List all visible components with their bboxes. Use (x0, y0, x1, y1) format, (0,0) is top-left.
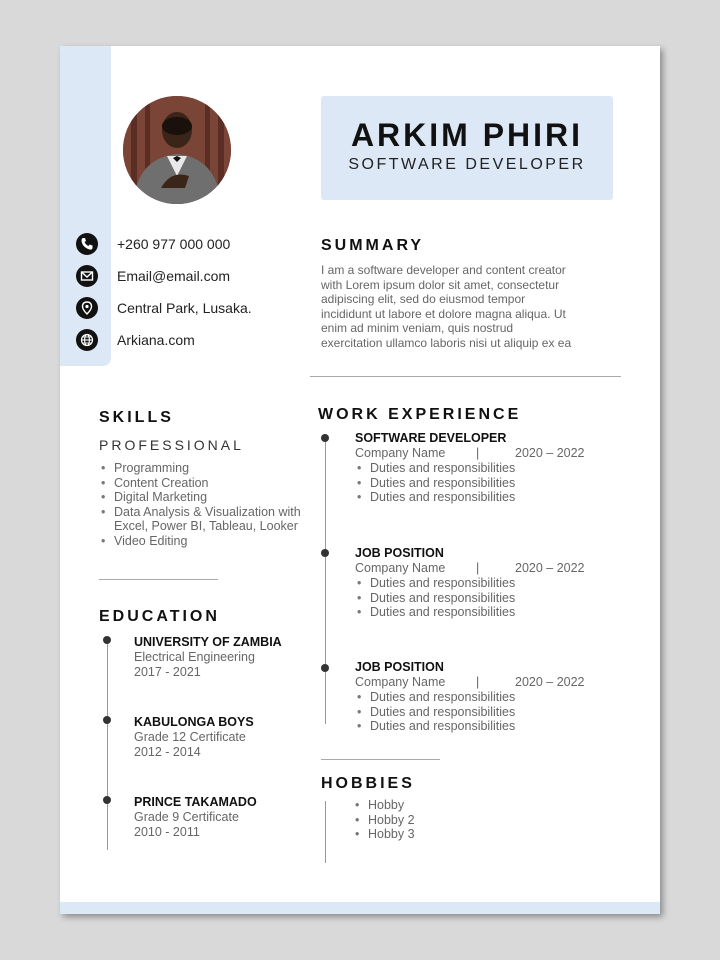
timeline-dot (103, 636, 111, 644)
list-item: • Hobby (353, 798, 503, 813)
summary-line: incididunt ut labore et dolore magna aliqua. Ut (321, 306, 566, 321)
contact-website (76, 329, 316, 353)
skills-list (99, 461, 309, 549)
education-entry (134, 635, 334, 679)
skills-divider (99, 579, 218, 580)
school-name: KABULONGA BOYS (134, 715, 254, 729)
company-name: Company Name (355, 560, 446, 575)
phone-text: +260 977 000 000 (117, 236, 231, 252)
summary-divider (310, 376, 621, 377)
education-timeline (107, 638, 108, 850)
school-detail: Electrical Engineering (134, 649, 255, 664)
school-years: 2010 - 2011 (134, 824, 200, 839)
list-item: • Content Creation (99, 476, 309, 491)
contact-phone (76, 233, 316, 257)
name-banner (321, 96, 613, 200)
job-entry (355, 660, 615, 734)
summary-line: with Lorem ipsum dolor sit amet, consectetur (321, 277, 560, 292)
list-item: • Duties and responsibilities (355, 719, 615, 734)
education-entry (134, 795, 334, 839)
job-company-row (355, 561, 615, 576)
job-years: 2020 – 2022 (515, 560, 585, 575)
school-years: 2017 - 2021 (134, 664, 201, 679)
list-item: • Data Analysis & Visualization with Excel, Power BI, Tableau, Looker (99, 505, 309, 534)
summary-line: enim ad minim veniam, quis nostrud (321, 321, 514, 335)
list-item: • Hobby 3 (353, 827, 503, 842)
phone-icon (76, 233, 98, 255)
job-title: SOFTWARE DEVELOPER (348, 156, 586, 173)
separator: | (476, 560, 480, 575)
email-icon (76, 265, 98, 287)
timeline-dot (321, 549, 329, 557)
list-item: • Hobby 2 (353, 813, 503, 828)
summary-line: exercitation ullamco laboris nisi ut aliquip ex ea (321, 335, 572, 350)
contact-email (76, 265, 316, 289)
duties-list (355, 461, 615, 505)
list-item: • Duties and responsibilities (355, 576, 615, 591)
timeline-dot (321, 664, 329, 672)
company-name: Company Name (355, 445, 446, 460)
bottom-accent-band (60, 902, 660, 914)
skills-subheading: PROFESSIONAL (99, 437, 244, 453)
contact-location (76, 297, 316, 321)
resume-page (60, 46, 660, 914)
list-item: • Duties and responsibilities (355, 461, 615, 476)
school-name: UNIVERSITY OF ZAMBIA (134, 635, 282, 649)
website-link[interactable]: Arkiana.com (117, 332, 195, 348)
profile-photo (123, 96, 231, 204)
company-name: Company Name (355, 674, 446, 689)
list-item: • Duties and responsibilities (355, 705, 615, 720)
job-company-row (355, 675, 615, 690)
work-experience-heading: WORK EXPERIENCE (318, 406, 522, 423)
duties-list (355, 690, 615, 734)
hobbies-list (353, 798, 503, 842)
location-pin-icon (76, 297, 98, 319)
full-name: ARKIM PHIRI (350, 117, 584, 153)
list-item: • Duties and responsibilities (355, 476, 615, 491)
list-item: • Duties and responsibilities (355, 690, 615, 705)
list-item: • Duties and responsibilities (355, 605, 615, 620)
globe-icon (76, 329, 98, 351)
location-text: Central Park, Lusaka. (117, 300, 252, 316)
job-company-row (355, 446, 615, 461)
summary-line: adipiscing elit, sed do eiusmod tempor (321, 292, 526, 306)
experience-divider (321, 759, 440, 760)
list-item: • Programming (99, 461, 309, 476)
summary-text (321, 263, 606, 350)
job-title: JOB POSITION (355, 546, 444, 560)
timeline-dot (103, 796, 111, 804)
hobbies-line (325, 801, 326, 863)
list-item: • Duties and responsibilities (355, 490, 615, 505)
summary-heading: SUMMARY (321, 237, 425, 254)
skills-heading: SKILLS (99, 409, 174, 426)
school-name: PRINCE TAKAMADO (134, 795, 257, 809)
summary-line: I am a software developer and content creator (321, 263, 566, 277)
timeline-dot (321, 434, 329, 442)
job-years: 2020 – 2022 (515, 445, 585, 460)
school-years: 2012 - 2014 (134, 744, 201, 759)
job-entry (355, 546, 615, 620)
list-item: • Video Editing (99, 534, 309, 549)
list-item: • Digital Marketing (99, 490, 309, 505)
job-title: SOFTWARE DEVELOPER (355, 431, 507, 445)
list-item: • Duties and responsibilities (355, 591, 615, 606)
experience-timeline (325, 436, 326, 724)
school-detail: Grade 9 Certificate (134, 809, 239, 824)
job-title: JOB POSITION (355, 660, 444, 674)
hobbies-heading: HOBBIES (321, 775, 415, 792)
education-entry (134, 715, 334, 759)
duties-list (355, 576, 615, 620)
education-heading: EDUCATION (99, 608, 220, 625)
school-detail: Grade 12 Certificate (134, 729, 246, 744)
email-text[interactable]: Email@email.com (117, 268, 231, 284)
separator: | (476, 445, 480, 460)
person-icon (123, 96, 231, 204)
separator: | (476, 674, 480, 689)
job-years: 2020 – 2022 (515, 674, 585, 689)
timeline-dot (103, 716, 111, 724)
job-entry (355, 431, 615, 505)
